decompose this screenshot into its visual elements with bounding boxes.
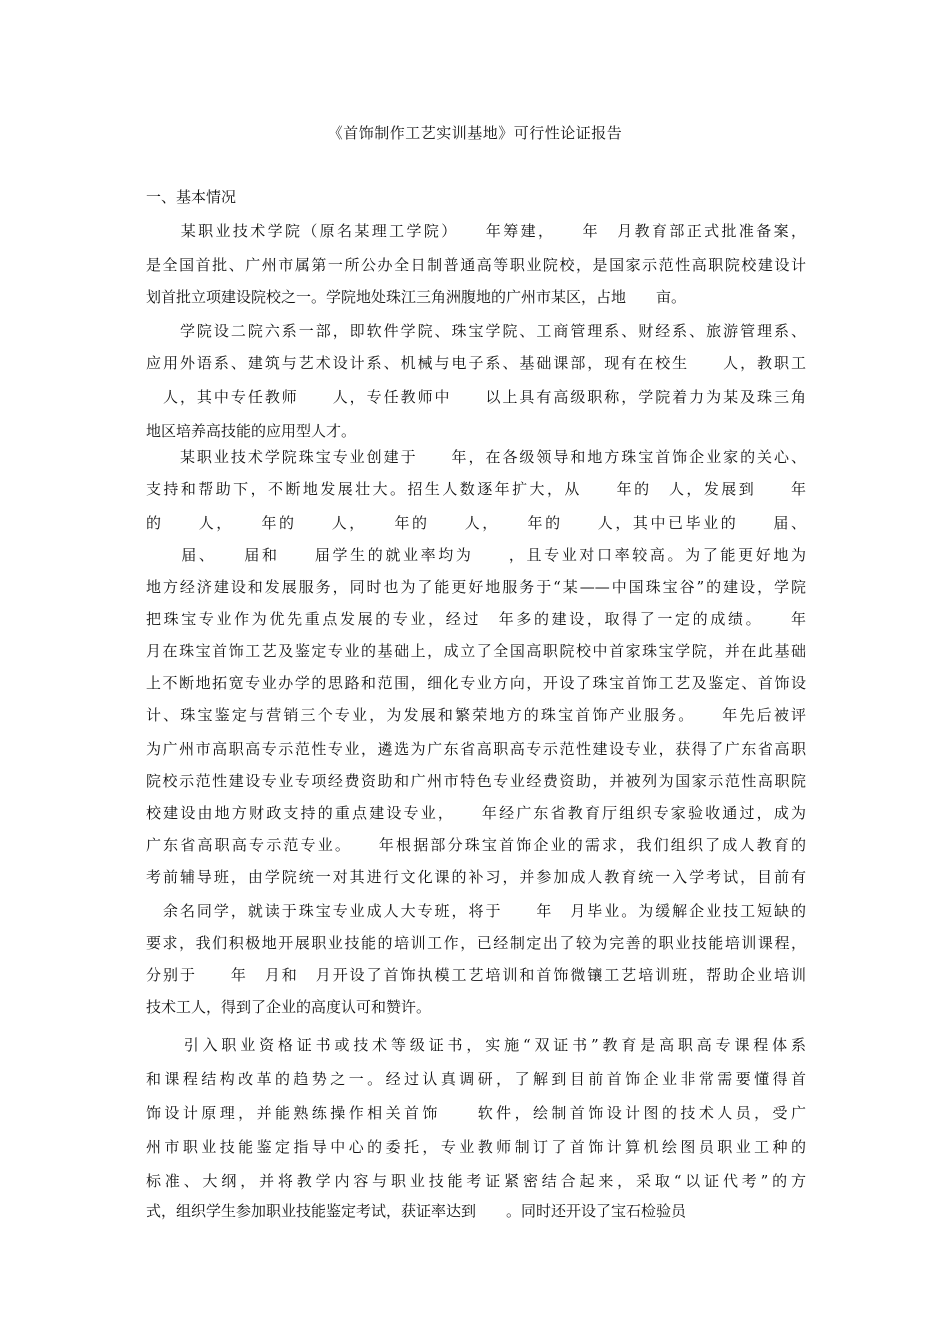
text-line: 饰设计原理，并能熟练操作相关首饰 软件，绘制首饰设计图的技术人员，受广 (146, 1104, 806, 1122)
text-line: 标准、大纲，并将教学内容与职业技能考证紧密结合起来，采取“以证代考”的方 (146, 1172, 806, 1190)
document-title: 《首饰制作工艺实训基地》可行性论证报告 (327, 124, 623, 142)
text-line: 应用外语系、建筑与艺术设计系、机械与电子系、基础课部，现有在校生 人，教职工 (146, 354, 806, 372)
text-line: 校建设由地方财政支持的重点建设专业， 年经广东省教育厅组织专家验收通过，成为 (146, 804, 806, 822)
text-line: 地区培养高技能的应用型人才。 (146, 422, 357, 440)
text-line: 某职业技术学院珠宝专业创建于 年，在各级领导和地方珠宝首饰企业家的关心、 (146, 448, 806, 466)
text-line: 届、 届和 届学生的就业率均为 ，且专业对口率较高。为了能更好地为 (146, 546, 806, 564)
text-line: 计、珠宝鉴定与营销三个专业，为发展和繁荣地方的珠宝首饰产业服务。 年先后被评 (146, 706, 806, 724)
text-line: 是全国首批、广州市属第一所公办全日制普通高等职业院校，是国家示范性高职院校建设计 (146, 256, 806, 274)
text-line: 式，组织学生参加职业技能鉴定考试，获证率达到 。同时还开设了宝石检验员 (146, 1202, 687, 1220)
text-line: 学院设二院六系一部，即软件学院、珠宝学院、工商管理系、财经系、旅游管理系、 (146, 322, 806, 340)
text-line: 的 人， 年的 人， 年的 人， 年的 人，其中已毕业的 届、 (146, 514, 806, 532)
text-line: 院校示范性建设专业专项经费资助和广州市特色专业经费资助，并被列为国家示范性高职院 (146, 772, 806, 790)
text-line: 州市职业技能鉴定指导中心的委托，专业教师制订了首饰计算机绘图员职业工种的 (146, 1138, 806, 1156)
text-line: 把珠宝专业作为优先重点发展的专业，经过 年多的建设，取得了一定的成绩。 年 (146, 610, 806, 628)
text-line: 支持和帮助下，不断地发展壮大。招生人数逐年扩大，从 年的 人，发展到 年 (146, 480, 806, 498)
section-heading: 一、基本情况 (146, 188, 237, 206)
text-line: 为广州市高职高专示范性专业，遴选为广东省高职高专示范性建设专业，获得了广东省高职 (146, 740, 806, 758)
text-line: 技术工人，得到了企业的高度认可和赞许。 (146, 998, 432, 1016)
text-line: 月在珠宝首饰工艺及鉴定专业的基础上，成立了全国高职院校中首家珠宝学院，并在此基础 (146, 642, 806, 660)
text-line: 广东省高职高专示范专业。 年根据部分珠宝首饰企业的需求，我们组织了成人教育的 (146, 836, 806, 854)
text-line: 要求，我们积极地开展职业技能的培训工作，已经制定出了较为完善的职业技能培训课程， (146, 934, 806, 952)
text-line: 某职业技术学院（原名某理工学院） 年筹建， 年 月教育部正式批准备案， (146, 222, 806, 240)
text-line: 引入职业资格证书或技术等级证书，实施“双证书”教育是高职高专课程体系 (146, 1036, 806, 1054)
text-line: 分别于 年 月和 月开设了首饰执模工艺培训和首饰微镶工艺培训班，帮助企业培训 (146, 966, 806, 984)
text-line: 考前辅导班，由学院统一对其进行文化课的补习，并参加成人教育统一入学考试，目前有 (146, 868, 806, 886)
text-line: 上不断地拓宽专业办学的思路和范围，细化专业方向，开设了珠宝首饰工艺及鉴定、首饰设 (146, 674, 806, 692)
text-line: 人，其中专任教师 人，专任教师中 以上具有高级职称，学院着力为某及珠三角 (146, 388, 806, 406)
text-line: 划首批立项建设院校之一。学院地处珠江三角洲腹地的广州市某区，占地 亩。 (146, 288, 687, 306)
text-line: 余名同学，就读于珠宝专业成人大专班，将于 年 月毕业。为缓解企业技工短缺的 (146, 902, 806, 920)
text-line: 地方经济建设和发展服务，同时也为了能更好地服务于“某——中国珠宝谷”的建设，学院 (146, 578, 806, 596)
text-line: 和课程结构改革的趋势之一。经过认真调研，了解到目前首饰企业非常需要懂得首 (146, 1070, 806, 1088)
